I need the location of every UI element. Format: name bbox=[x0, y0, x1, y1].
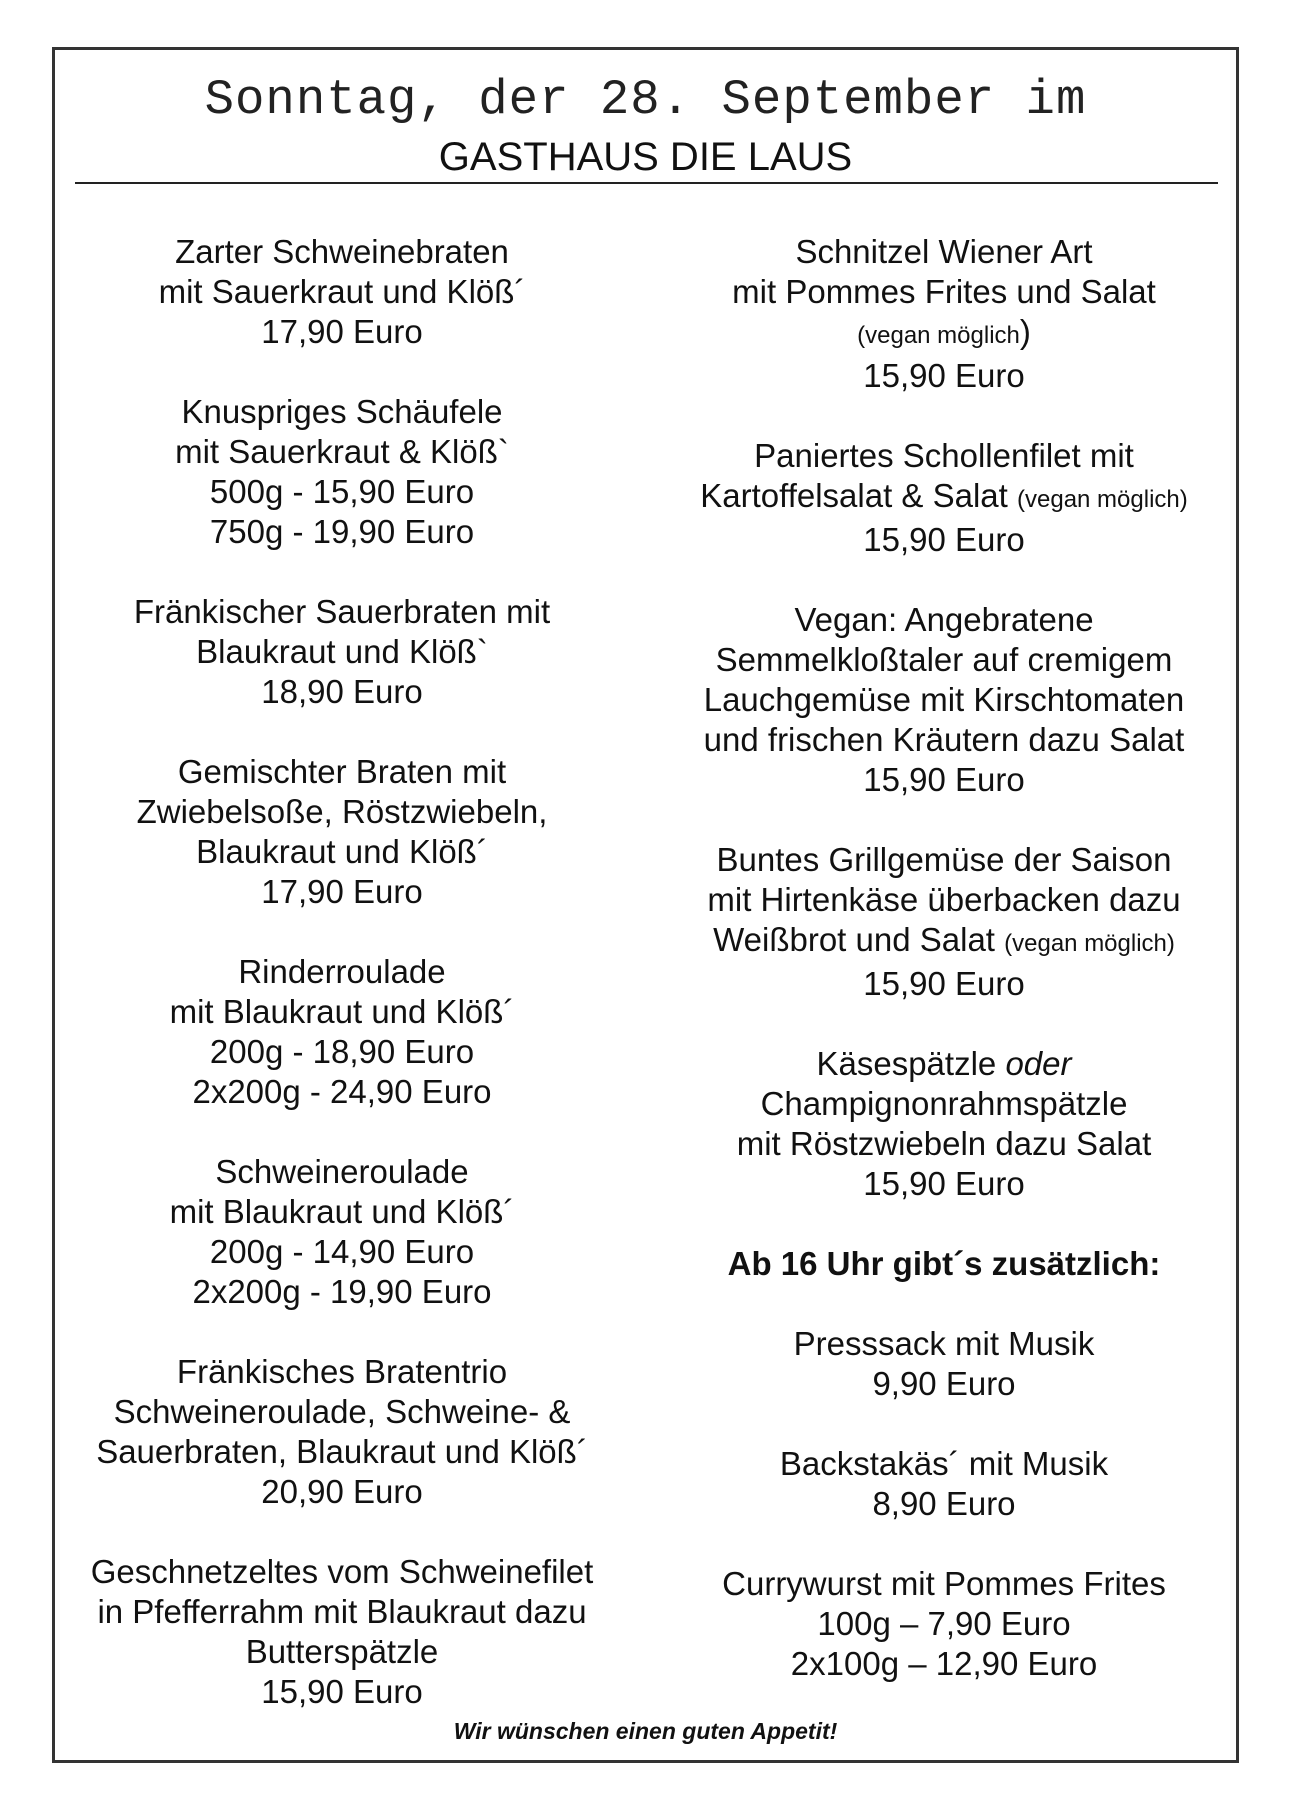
menu-item-backstakaes bbox=[663, 1444, 1225, 1524]
dish-line: Gemischter Braten mit bbox=[177, 753, 507, 790]
restaurant-name: GASTHAUS DIE LAUS bbox=[438, 135, 853, 179]
dish-line: mit Sauerkraut & Klöß` bbox=[175, 433, 509, 470]
dish-line: Presssack mit Musik bbox=[793, 1325, 1095, 1362]
menu-item-gemischter-braten bbox=[61, 752, 623, 912]
dish-text: Kartoffelsalat & Salat bbox=[700, 477, 1008, 514]
dish-line: Sauerbraten, Blaukraut und Klöß´ bbox=[96, 1433, 588, 1470]
dish-line: Zarter Schweinebraten bbox=[175, 233, 509, 270]
dish-price: 200g - 18,90 Euro bbox=[209, 1033, 475, 1070]
dish-text: Weißbrot und Salat bbox=[713, 921, 995, 958]
dish-line bbox=[663, 476, 1225, 520]
evening-notice: Ab 16 Uhr gibt´s zusätzlich: bbox=[727, 1245, 1161, 1282]
dish-line bbox=[663, 920, 1225, 964]
dish-line: Fränkisches Bratentrio bbox=[176, 1353, 508, 1390]
dish-line: Vegan: Angebratene bbox=[794, 601, 1094, 638]
dish-price: 15,90 Euro bbox=[863, 357, 1025, 394]
menu-card bbox=[52, 47, 1239, 1763]
dish-price: 2x200g - 24,90 Euro bbox=[192, 1073, 492, 1110]
menu-item-geschnetzeltes bbox=[61, 1552, 623, 1712]
dish-price: 17,90 Euro bbox=[261, 873, 423, 910]
header-divider bbox=[75, 182, 1218, 184]
dish-price: 15,90 Euro bbox=[863, 521, 1025, 558]
dish-price: 18,90 Euro bbox=[261, 673, 423, 710]
menu-item-sauerbraten bbox=[61, 592, 623, 712]
menu-item-schweinebraten bbox=[61, 232, 623, 352]
footer-greeting: Wir wünschen einen guten Appetit! bbox=[453, 1718, 838, 1744]
dish-line: mit Hirtenkäse überbacken dazu bbox=[707, 881, 1181, 918]
dish-price: 17,90 Euro bbox=[261, 313, 423, 350]
dish-line: und frischen Kräutern dazu Salat bbox=[703, 721, 1185, 758]
menu-item-grillgemuese bbox=[663, 840, 1225, 1004]
dish-line: Lauchgemüse mit Kirschtomaten bbox=[703, 681, 1185, 718]
menu-date-line: Sonntag, der 28. September im bbox=[204, 72, 1087, 128]
dish-price: 15,90 Euro bbox=[863, 761, 1025, 798]
dish-line: Paniertes Schollenfilet mit bbox=[754, 437, 1134, 474]
vegan-note: (vegan möglich bbox=[857, 322, 1020, 349]
dish-line: Geschnetzeltes vom Schweinefilet bbox=[90, 1553, 594, 1590]
dish-line: Semmelkloßtaler auf cremigem bbox=[715, 641, 1173, 678]
menu-item-vegan-semmelklosstaler bbox=[663, 600, 1225, 800]
dish-line: Knuspriges Schäufele bbox=[181, 393, 503, 430]
dish-price: 20,90 Euro bbox=[261, 1473, 423, 1510]
menu-item-presssack bbox=[663, 1324, 1225, 1404]
dish-line: mit Röstzwiebeln dazu Salat bbox=[736, 1125, 1152, 1162]
vegan-note-line bbox=[663, 312, 1225, 356]
dish-price: 200g - 14,90 Euro bbox=[209, 1233, 475, 1270]
dish-line: Rinderroulade bbox=[238, 953, 446, 990]
dish-line: Buntes Grillgemüse der Saison bbox=[716, 841, 1172, 878]
dish-line: Fränkischer Sauerbraten mit bbox=[133, 593, 551, 630]
dish-line: mit Blaukraut und Klöß´ bbox=[169, 993, 515, 1030]
dish-line: Schnitzel Wiener Art bbox=[795, 233, 1093, 270]
dish-price: 15,90 Euro bbox=[261, 1673, 423, 1710]
left-menu-column bbox=[61, 232, 623, 1752]
dish-line: Currywurst mit Pommes Frites bbox=[722, 1565, 1166, 1602]
menu-item-schollenfilet bbox=[663, 436, 1225, 560]
menu-item-schaeufele bbox=[61, 392, 623, 552]
dish-line: Schweineroulade, Schweine- & bbox=[113, 1393, 571, 1430]
vegan-note-paren: ) bbox=[1019, 313, 1031, 350]
menu-item-rinderroulade bbox=[61, 952, 623, 1112]
dish-price: 2x100g – 12,90 Euro bbox=[790, 1645, 1098, 1682]
dish-line: Schweineroulade bbox=[215, 1153, 469, 1190]
dish-price: 750g - 19,90 Euro bbox=[209, 513, 475, 550]
dish-price: 15,90 Euro bbox=[863, 965, 1025, 1002]
dish-price: 500g - 15,90 Euro bbox=[209, 473, 475, 510]
dish-line bbox=[663, 1044, 1225, 1084]
dish-line: Backstakäs´ mit Musik bbox=[779, 1445, 1109, 1482]
dish-line: in Pfefferrahm mit Blaukraut dazu bbox=[97, 1593, 587, 1630]
dish-line: mit Sauerkraut und Klöß´ bbox=[158, 273, 526, 310]
dish-price: 9,90 Euro bbox=[872, 1365, 1016, 1402]
dish-line: Butterspätzle bbox=[245, 1633, 439, 1670]
menu-item-spaetzle bbox=[663, 1044, 1225, 1204]
dish-price: 2x200g - 19,90 Euro bbox=[192, 1273, 492, 1310]
vegan-note: (vegan möglich) bbox=[1017, 486, 1188, 513]
vegan-note: (vegan möglich) bbox=[1004, 930, 1175, 957]
dish-line: Champignonrahmspätzle bbox=[760, 1085, 1128, 1122]
dish-price: 100g – 7,90 Euro bbox=[817, 1605, 1071, 1642]
menu-item-schnitzel bbox=[663, 232, 1225, 396]
menu-item-currywurst bbox=[663, 1564, 1225, 1684]
dish-line: Zwiebelsoße, Röstzwiebeln, bbox=[136, 793, 548, 830]
dish-price: 8,90 Euro bbox=[872, 1485, 1016, 1522]
menu-item-schweineroulade bbox=[61, 1152, 623, 1312]
dish-connector: oder bbox=[1005, 1045, 1072, 1082]
dish-line: mit Blaukraut und Klöß´ bbox=[169, 1193, 515, 1230]
dish-price: 15,90 Euro bbox=[863, 1165, 1025, 1202]
dish-text: Käsespätzle bbox=[816, 1045, 997, 1082]
menu-item-bratentrio bbox=[61, 1352, 623, 1512]
dish-line: Blaukraut und Klöß` bbox=[196, 633, 488, 670]
dish-line: Blaukraut und Klöß´ bbox=[196, 833, 488, 870]
right-menu-column bbox=[663, 232, 1225, 1724]
dish-line: mit Pommes Frites und Salat bbox=[732, 273, 1156, 310]
